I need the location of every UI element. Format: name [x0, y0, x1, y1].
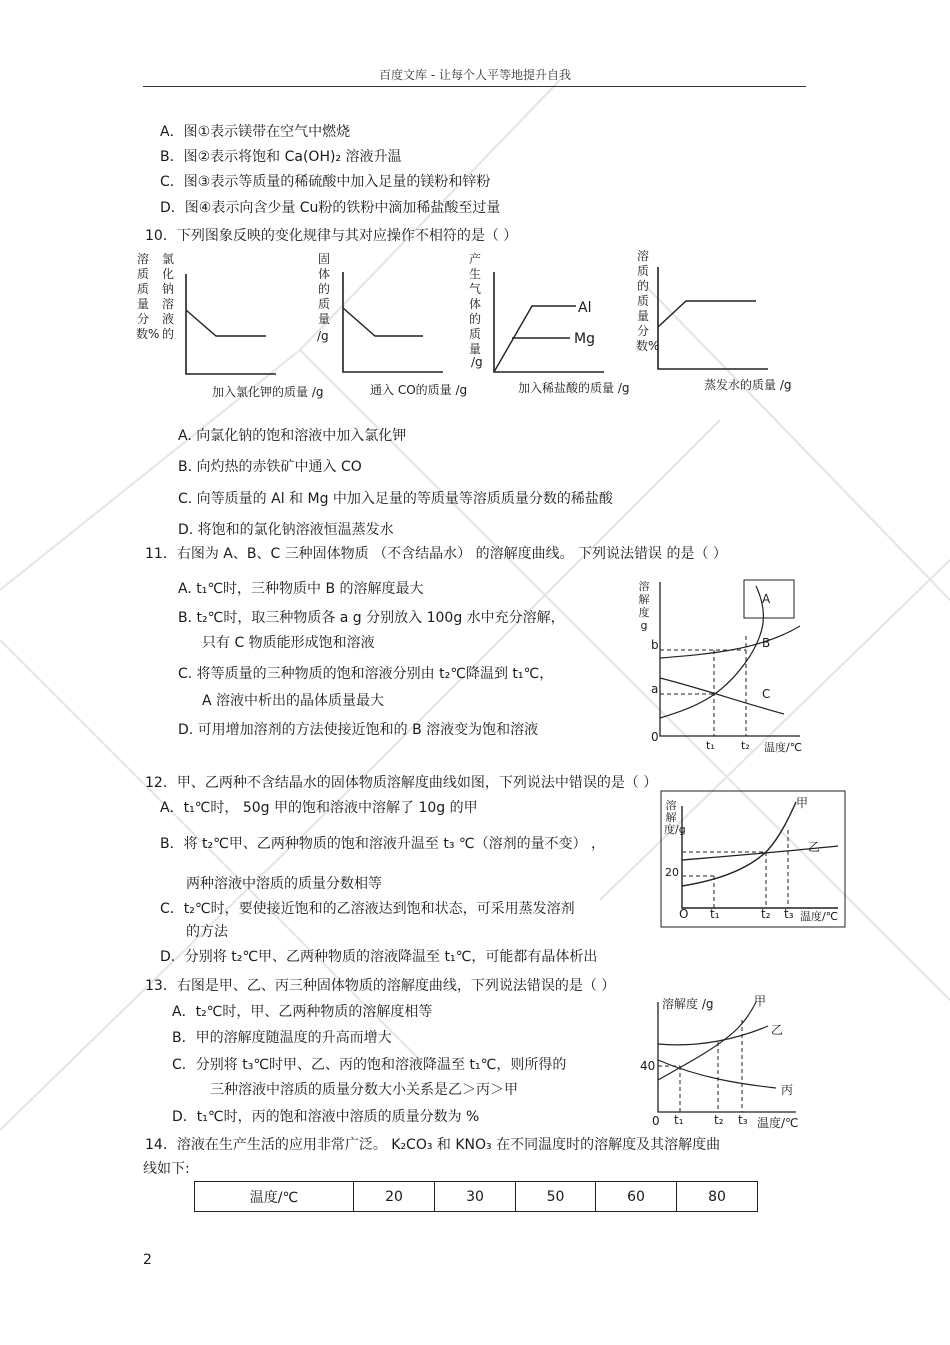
q12-option-d: D．分别将 t₂℃甲、乙两种物质的溶液降温至 t₁℃，可能都有晶体析出: [160, 949, 598, 965]
q12-option-c-cont: 的方法: [186, 924, 228, 940]
q12-ytick-20: 20: [665, 866, 679, 879]
q10-graph2-yunit: /g: [317, 329, 329, 343]
q10-graph3-xlabel: 加入稀盐酸的质量 /g: [518, 381, 630, 395]
q13-graph: [650, 1000, 800, 1118]
q10-graph4-ylabel: 溶质的质量分数%: [636, 249, 660, 353]
solubility-table: [194, 1181, 758, 1212]
q10-graph3-ylabel: 产生气体的质量: [468, 252, 481, 356]
q12-option-a: A．t₁℃时， 50g 甲的饱和溶液中溶解了 10g 的甲: [160, 800, 478, 816]
header-divider: [143, 86, 806, 87]
q13-graph-ylabel: 溶解度 /g: [662, 997, 714, 1011]
q13-origin: 0: [652, 1114, 660, 1128]
q12-xtick-t3: t₃: [784, 907, 794, 921]
q11-option-a: A. t₁℃时，三种物质中 B 的溶解度最大: [178, 581, 424, 597]
q13-option-b: B．甲的溶解度随温度的升高而增大: [172, 1030, 392, 1046]
q9-option-c: C．图③表示等质量的稀硫酸中加入足量的镁粉和锌粉: [160, 174, 491, 190]
q11-xtick-t2: t₂: [741, 739, 750, 752]
q13-option-d: D．t₁℃时，丙的饱和溶液中溶质的质量分数为 %: [172, 1109, 480, 1125]
page-header: 百度文库 - 让每个人平等地提升自我: [379, 68, 571, 82]
q11-graph: [650, 576, 810, 756]
q13-curve-bing: 丙: [781, 1083, 794, 1097]
q11-option-d: D. 可用增加溶剂的方法使接近饱和的 B 溶液变为饱和溶液: [178, 722, 539, 738]
q10-graph2-ylabel: 固体的质量: [317, 252, 330, 326]
q9-option-d: D．图④表示向含少量 Cu粉的铁粉中滴加稀盐酸至过量: [160, 200, 501, 216]
q14-line2: 线如下:: [143, 1161, 190, 1177]
q10-graph1: [180, 270, 280, 380]
q11-curve-c: C: [762, 687, 771, 701]
q10-option-b: B. 向灼热的赤铁矿中通入 CO: [178, 459, 362, 475]
q12-option-c: C．t₂℃时，要使接近饱和的乙溶液达到饱和状态，可采用蒸发溶剂: [160, 901, 575, 917]
q10-graph3-yunit: /g: [471, 355, 483, 369]
table-cell: 80: [677, 1182, 758, 1212]
q11-ytick-b: b: [651, 638, 659, 652]
q13-ytick-40: 40: [640, 1059, 656, 1073]
q10-graph3-series-mg: Mg: [574, 331, 595, 347]
table-cell-header: 温度/℃: [195, 1182, 354, 1212]
q12-curve-yi: 乙: [808, 840, 821, 854]
table-row: [195, 1182, 758, 1212]
q11-ytick-0: 0: [651, 730, 659, 744]
q10-graph3-series-al: Al: [578, 300, 592, 316]
q9-option-a: A．图①表示镁带在空气中燃烧: [160, 124, 351, 140]
q11-option-c-cont: A 溶液中析出的晶体质量最大: [202, 693, 385, 709]
table-cell: 20: [354, 1182, 435, 1212]
q13-option-c-cont: 三种溶液中溶质的质量分数大小关系是乙＞丙＞甲: [210, 1082, 518, 1098]
q12-option-b-cont: 两种溶液中溶质的质量分数相等: [186, 876, 382, 892]
q13-curve-jia: 甲: [754, 994, 767, 1008]
q10-graph3: [488, 268, 608, 378]
q13-xtick-t2: t₂: [714, 1113, 724, 1127]
q14-line1: 14．溶液在生产生活的应用非常广泛。 K₂CO₃ 和 KNO₃ 在不同温度时的溶解度及其溶解度曲: [145, 1137, 721, 1153]
q9-option-b: B．图②表示将饱和 Ca(OH)₂ 溶液升温: [160, 149, 402, 165]
q11-curve-b: B: [762, 636, 771, 650]
q11-option-b-cont: 只有 C 物质能形成饱和溶液: [202, 635, 375, 651]
q11-option-c: C. 将等质量的三种物质的饱和溶液分别由 t₂℃降温到 t₁℃，: [178, 666, 554, 682]
q13-xtick-t1: t₁: [674, 1113, 684, 1127]
q10-graph1-ylabel-col2: 氯化钠溶液的: [161, 252, 174, 341]
q11-xtick-t1: t₁: [706, 739, 715, 752]
q12-curve-jia: 甲: [796, 796, 809, 810]
q10-graph1-ylabel-col1: 溶质质量分数%: [136, 252, 160, 341]
q12-xlabel: 温度/℃: [800, 910, 839, 923]
q13-curve-yi: 乙: [771, 1023, 784, 1037]
table-cell: 50: [516, 1182, 596, 1212]
q12-stem: 12．甲、乙两种不含结晶水的固体物质溶解度曲线如图，下列说法中错误的是（ ）: [145, 775, 658, 791]
q13-stem: 13．右图是甲、乙、丙三种固体物质的溶解度曲线，下列说法错误的是（ ）: [145, 978, 616, 994]
page-number: 2: [143, 1252, 152, 1268]
q12-xtick-t1: t₁: [710, 907, 720, 921]
table-cell: 60: [596, 1182, 677, 1212]
q12-origin: O: [679, 907, 689, 921]
table-cell: 30: [435, 1182, 516, 1212]
q10-graph4: [652, 263, 772, 375]
q10-graph4-xlabel: 蒸发水的质量 /g: [704, 378, 792, 392]
q10-graph2: [337, 268, 447, 378]
q10-option-c: C. 向等质量的 Al 和 Mg 中加入足量的等质量等溶质质量分数的稀盐酸: [178, 491, 613, 507]
q12-xtick-t2: t₂: [761, 907, 771, 921]
q13-xlabel: 温度/℃: [757, 1116, 799, 1130]
q10-stem: 10．下列图象反映的变化规律与其对应操作不相符的是（ ）: [145, 228, 518, 244]
q11-graph-ylabel: 溶解度g: [638, 580, 650, 632]
q10-graph2-xlabel: 通入 CO的质量 /g: [370, 383, 468, 397]
q10-graph1-xlabel: 加入氯化钾的质量 /g: [212, 385, 324, 399]
q12-graph-ylabel: 溶解度/g: [664, 799, 686, 836]
q13-option-c: C．分别将 t₃℃时甲、乙、丙的饱和溶液降温至 t₁℃，则所得的: [172, 1057, 567, 1073]
q13-option-a: A．t₂℃时，甲、乙两种物质的溶解度相等: [172, 1004, 433, 1020]
q11-stem: 11．右图为 A、B、C 三种固体物质 （不含结晶水） 的溶解度曲线。 下列说法错误 的是（ ）: [145, 546, 727, 562]
q10-option-a: A. 向氯化钠的饱和溶液中加入氯化钾: [178, 428, 407, 444]
q11-ytick-a: a: [651, 682, 659, 696]
q12-option-b: B．将 t₂℃甲、乙两种物质的饱和溶液升温至 t₃ ℃（溶剂的量不变） ，: [160, 836, 606, 852]
q11-option-b: B. t₂℃时，取三种物质各 a g 分别放入 100g 水中充分溶解，: [178, 610, 565, 626]
q13-xtick-t3: t₃: [738, 1113, 748, 1127]
q11-xlabel: 温度/℃: [764, 741, 803, 754]
q10-option-d: D. 将饱和的氯化钠溶液恒温蒸发水: [178, 522, 394, 538]
q11-curve-a: A: [762, 592, 771, 606]
